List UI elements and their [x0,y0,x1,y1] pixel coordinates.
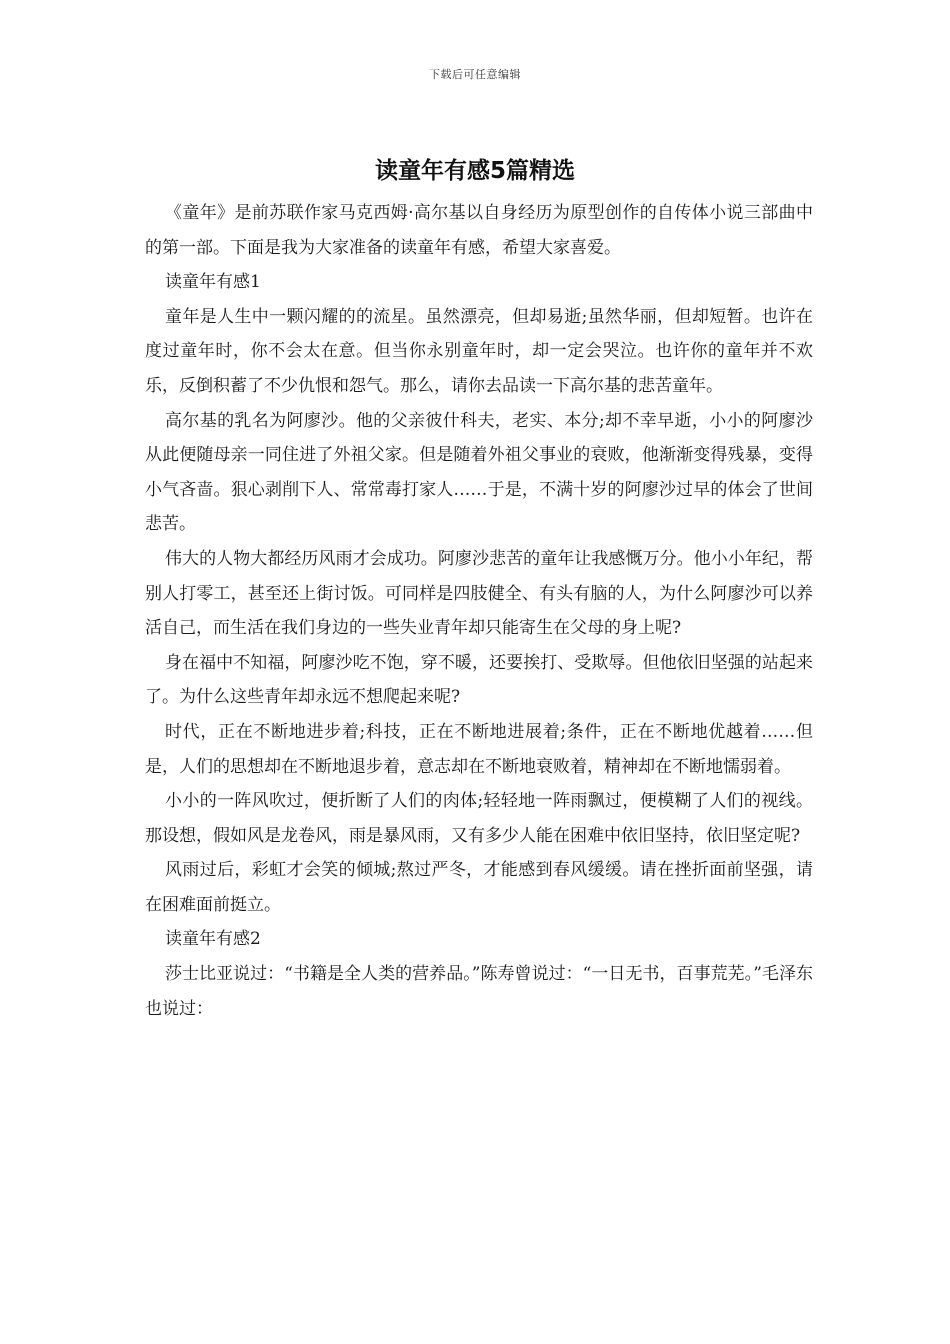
body-paragraph: 小小的一阵风吹过，便折断了人们的肉体;轻轻地一阵雨飘过，便模糊了人们的视线。那设想，假如风是龙卷风，雨是暴风雨，又有多少人能在困难中依旧坚持，依旧坚定呢? [145,791,813,846]
intro-paragraph: 《童年》是前苏联作家马克西姆·高尔基以自身经历为原型创作的自传体小说三部曲中的第一部。下面是我为大家准备的读童年有感，希望大家喜爱。 [145,203,813,258]
body-paragraph: 莎士比亚说过：“书籍是全人类的营养品。”陈寿曾说过：“一日无书，百事荒芜。”毛泽东也说过： [145,964,813,1019]
body-paragraph: 高尔基的乳名为阿廖沙。他的父亲彼什科夫，老实、本分;却不幸早逝，小小的阿廖沙从此便随母亲一同住进了外祖父家。但是随着外祖父事业的衰败，他渐渐变得残暴，变得小气吝啬。狠心剥削下人、常常毒打家人……于是，不满十岁的阿廖沙过早的体会了世间悲苦。 [145,410,813,535]
body-paragraph: 身在福中不知福，阿廖沙吃不饱，穿不暖，还要挨打、受欺辱。但他依旧坚强的站起来了。为什么这些青年却永远不想爬起来呢? [145,652,813,708]
body-paragraph: 风雨过后，彩虹才会笑的倾城;熬过严冬，才能感到春风缓缓。请在挫折面前坚强，请在困难面前挺立。 [145,860,813,915]
header-note: 下载后可任意编辑 [429,68,521,81]
section-heading-2: 读童年有感2 [165,929,261,950]
document-title: 读童年有感5篇精选 [374,158,575,184]
section-heading-1: 读童年有感1 [165,272,261,293]
body-paragraph: 时代，正在不断地进步着;科技，正在不断地进展着;条件，正在不断地优越着……但是，人们的思想却在不断地退步着，意志却在不断地衰败着，精神却在不断地懦弱着。 [145,721,813,777]
body-paragraph: 伟大的人物大都经历风雨才会成功。阿廖沙悲苦的童年让我感慨万分。他小小年纪，帮别人打零工，甚至还上街讨饭。可同样是四肢健全、有头有脑的人，为什么阿廖沙可以养活自己，而生活在我们身边的一些失业青年却只能寄生在父母的身上呢? [145,548,813,639]
document-body [145,196,813,1026]
body-paragraph: 童年是人生中一颗闪耀的的流星。虽然漂亮，但却易逝;虽然华丽，但却短暂。也许在度过童年时，你不会太在意。但当你永别童年时，却一定会哭泣。也许你的童年并不欢乐，反倒积蓄了不少仇恨和怨气。那么，请你去品读一下高尔基的悲苦童年。 [145,306,813,396]
